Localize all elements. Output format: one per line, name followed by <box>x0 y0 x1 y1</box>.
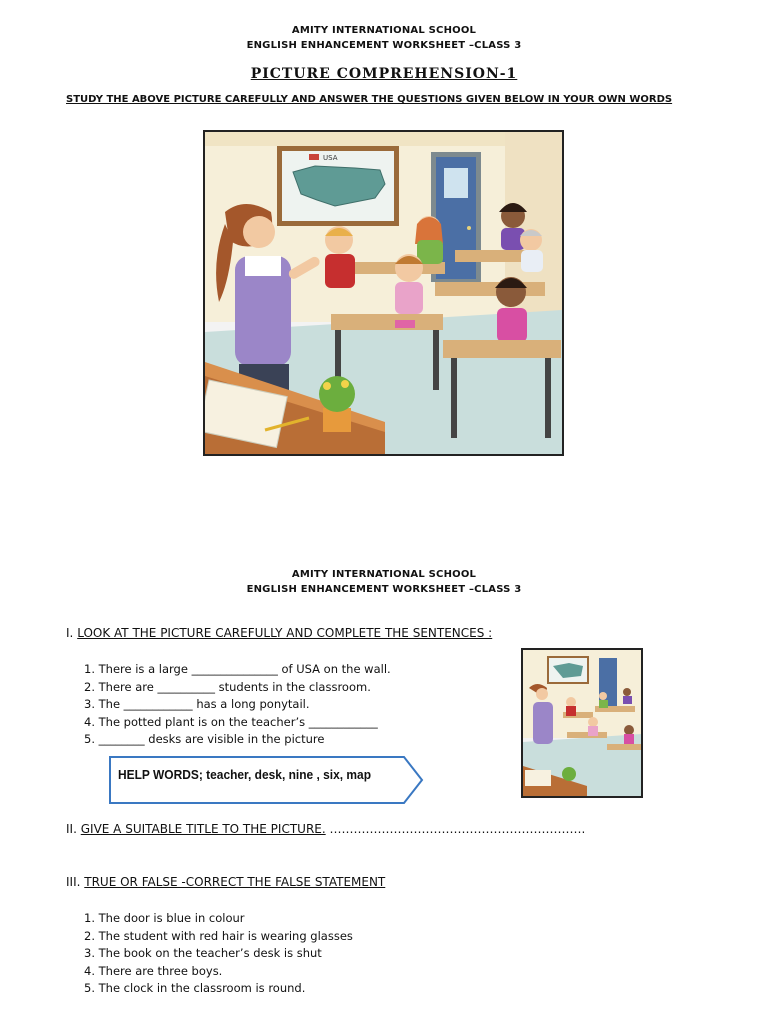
school-name: AMITY INTERNATIONAL SCHOOL <box>291 25 477 36</box>
list-item: 1. There is a large _______________ of USA on the wall. <box>84 662 391 676</box>
section-2-heading: II. GIVE A SUITABLE TITLE TO THE PICTURE. ………………………………………………………. <box>66 822 586 836</box>
list-item: 2. The student with red hair is wearing glasses <box>84 928 353 943</box>
section-1-list <box>84 661 391 749</box>
section-1-heading: I. LOOK AT THE PICTURE CAREFULLY AND COMPLETE THE SENTENCES : <box>66 626 493 640</box>
worksheet-title: ENGLISH ENHANCEMENT WORKSHEET –CLASS 3 <box>246 40 522 51</box>
section-3-heading: III. TRUE OR FALSE -CORRECT THE FALSE STATEMENT <box>66 875 386 889</box>
classroom-thumbnail <box>521 648 643 798</box>
map-label: USA <box>323 154 338 162</box>
help-words-text: HELP WORDS; teacher, desk, nine , six, map <box>118 767 372 782</box>
page-title: PICTURE COMPREHENSION-1 <box>250 66 518 82</box>
school-name-page2: AMITY INTERNATIONAL SCHOOL <box>291 569 477 580</box>
instruction-text: STUDY THE ABOVE PICTURE CAREFULLY AND ANSWER THE QUESTIONS GIVEN BELOW IN YOUR OWN WORDS <box>66 94 673 105</box>
list-item: 3. The book on the teacher’s desk is shut <box>84 946 322 961</box>
list-item: 4. The potted plant is on the teacher’s ____________ <box>84 714 378 729</box>
list-item: 5. The clock in the classroom is round. <box>84 981 306 996</box>
list-item: 5. ________ desks are visible in the picture <box>84 732 325 747</box>
list-item: 4. There are three boys. <box>84 963 223 978</box>
list-item: 3. The ____________ has a long ponytail. <box>84 697 310 712</box>
section-3-list <box>84 910 353 998</box>
list-item: 2. There are __________ students in the classroom. <box>84 679 371 694</box>
classroom-illustration <box>203 130 564 456</box>
list-item: 1. The door is blue in colour <box>84 911 245 925</box>
worksheet-title-page2: ENGLISH ENHANCEMENT WORKSHEET –CLASS 3 <box>246 584 522 595</box>
